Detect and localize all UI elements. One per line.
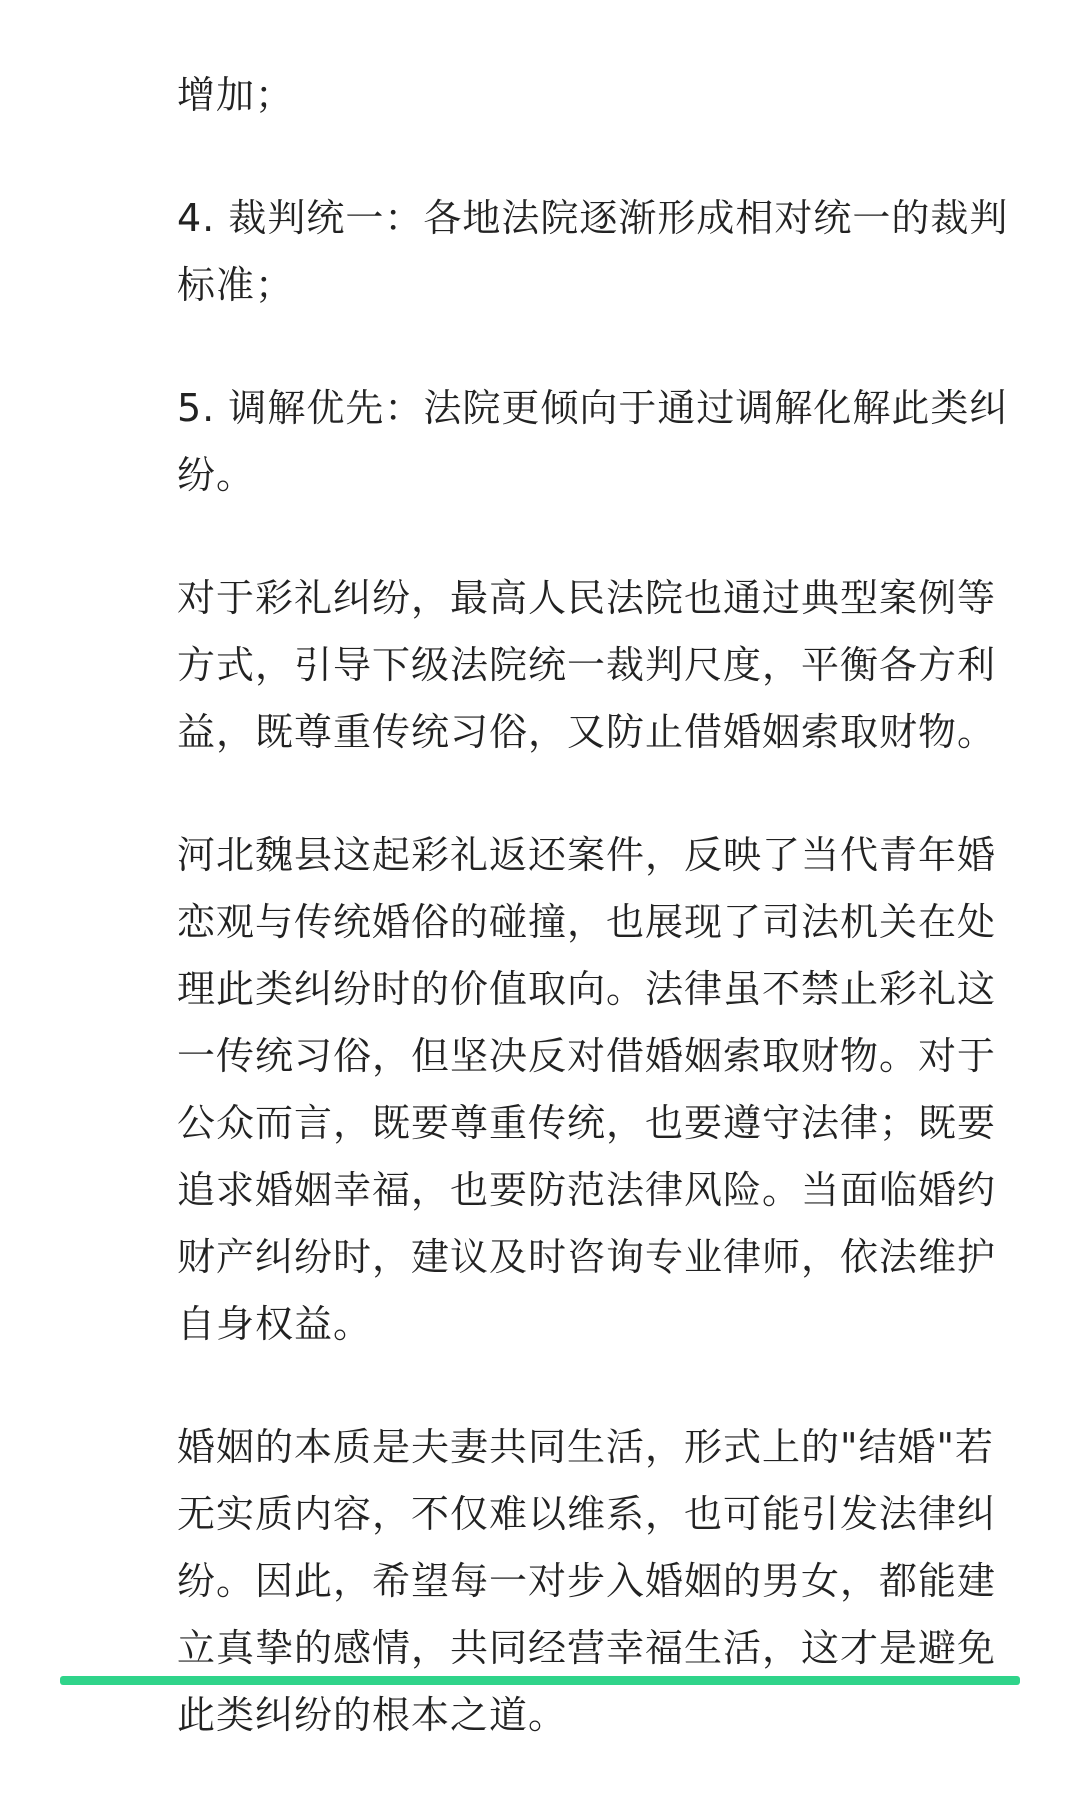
paragraph-list-tail: 增加； (177, 73, 295, 117)
paragraph-supreme-court: 对于彩礼纠纷，最高人民法院也通过典型案例等方式，引导下级法院统一裁判尺度，平衡各方利益，既尊重传统习俗，又防止借婚姻索取财物。 (177, 576, 997, 754)
paragraph-item-4: 4. 裁判统一：各地法院逐渐形成相对统一的裁判标准； (177, 196, 1009, 307)
green-divider (60, 1676, 1020, 1685)
paragraph-conclusion: 婚姻的本质是夫妻共同生活，形式上的"结婚"若无实质内容，不仅难以维系，也可能引发法律纠纷。因此，希望每一对步入婚姻的男女，都能建立真挚的感情，共同经营幸福生活，这才是避免此类纠纷的根本之道。 (177, 1425, 997, 1737)
article-body (177, 62, 1017, 1805)
paragraph-item-5: 5. 调解优先：法院更倾向于通过调解化解此类纠纷。 (177, 386, 1009, 497)
paragraph-case-summary: 河北魏县这起彩礼返还案件，反映了当代青年婚恋观与传统婚俗的碰撞，也展现了司法机关在处理此类纠纷时的价值取向。法律虽不禁止彩礼这一传统习俗，但坚决反对借婚姻索取财物。对于公众而言，既要尊重传统，也要遵守法律；既要追求婚姻幸福，也要防范法律风险。当面临婚约财产纠纷时，建议及时咨询专业律师，依法维护自身权益。 (177, 833, 997, 1346)
